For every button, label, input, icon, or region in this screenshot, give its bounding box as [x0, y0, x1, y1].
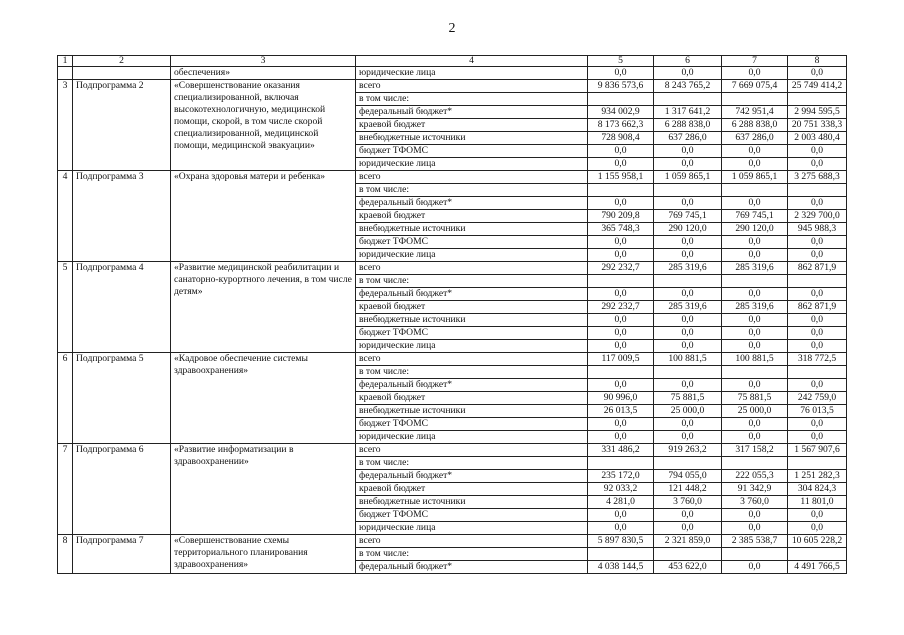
subprogram-name: Подпрограмма 2: [73, 80, 171, 171]
funding-source: всего: [356, 353, 588, 366]
amount-cell: 8 173 662,3: [588, 119, 654, 132]
amount-cell: 0,0: [588, 522, 654, 535]
amount-cell: 4 038 144,5: [588, 561, 654, 574]
subprogram-name: Подпрограмма 7: [73, 535, 171, 574]
amount-cell: 0,0: [588, 67, 654, 80]
amount-cell: 235 172,0: [588, 470, 654, 483]
subprogram-name: [73, 67, 171, 80]
amount-cell: [588, 548, 654, 561]
amount-cell: 76 013,5: [788, 405, 847, 418]
amount-cell: 0,0: [588, 197, 654, 210]
amount-cell: [788, 275, 847, 288]
amount-cell: 0,0: [788, 249, 847, 262]
funding-source: юридические лица: [356, 249, 588, 262]
amount-cell: 0,0: [654, 249, 722, 262]
column-header: 4: [356, 56, 588, 67]
amount-cell: 0,0: [788, 431, 847, 444]
funding-source: всего: [356, 444, 588, 457]
subprogram-name: Подпрограмма 6: [73, 444, 171, 535]
amount-cell: 0,0: [788, 67, 847, 80]
amount-cell: 20 751 338,3: [788, 119, 847, 132]
amount-cell: 945 988,3: [788, 223, 847, 236]
amount-cell: 0,0: [722, 561, 788, 574]
amount-cell: 1 317 641,2: [654, 106, 722, 119]
row-number: 7: [58, 444, 73, 535]
subprogram-description: обеспечения»: [171, 67, 356, 80]
funding-source: федеральный бюджет*: [356, 197, 588, 210]
funding-source: краевой бюджет: [356, 483, 588, 496]
header-row: [58, 56, 847, 67]
amount-cell: 0,0: [788, 327, 847, 340]
amount-cell: 11 801,0: [788, 496, 847, 509]
amount-cell: 2 385 538,7: [722, 535, 788, 548]
amount-cell: 0,0: [588, 314, 654, 327]
amount-cell: 0,0: [654, 379, 722, 392]
funding-source: бюджет ТФОМС: [356, 418, 588, 431]
funding-source: федеральный бюджет*: [356, 470, 588, 483]
funding-source: всего: [356, 262, 588, 275]
amount-cell: 0,0: [722, 197, 788, 210]
funding-source: краевой бюджет: [356, 392, 588, 405]
amount-cell: 769 745,1: [722, 210, 788, 223]
amount-cell: 3 760,0: [722, 496, 788, 509]
amount-cell: 100 881,5: [722, 353, 788, 366]
funding-source: федеральный бюджет*: [356, 379, 588, 392]
amount-cell: 0,0: [722, 379, 788, 392]
subprogram-name: Подпрограмма 4: [73, 262, 171, 353]
amount-cell: 304 824,3: [788, 483, 847, 496]
amount-cell: [654, 93, 722, 106]
amount-cell: 862 871,9: [788, 262, 847, 275]
amount-cell: 0,0: [588, 509, 654, 522]
amount-cell: [654, 548, 722, 561]
funding-source: в том числе:: [356, 366, 588, 379]
amount-cell: 453 622,0: [654, 561, 722, 574]
funding-source: в том числе:: [356, 548, 588, 561]
amount-cell: 0,0: [722, 249, 788, 262]
amount-cell: 0,0: [654, 67, 722, 80]
funding-source: юридические лица: [356, 340, 588, 353]
amount-cell: 292 232,7: [588, 262, 654, 275]
row-number: 4: [58, 171, 73, 262]
amount-cell: 0,0: [654, 197, 722, 210]
funding-source: всего: [356, 171, 588, 184]
amount-cell: 285 319,6: [654, 262, 722, 275]
page-number: 2: [448, 21, 456, 36]
amount-cell: [588, 275, 654, 288]
funding-source: федеральный бюджет*: [356, 561, 588, 574]
amount-cell: 5 897 830,5: [588, 535, 654, 548]
subprogram-name: Подпрограмма 3: [73, 171, 171, 262]
amount-cell: 0,0: [654, 522, 722, 535]
table-row: [58, 444, 847, 457]
amount-cell: 0,0: [722, 509, 788, 522]
amount-cell: 0,0: [588, 236, 654, 249]
funding-source: краевой бюджет: [356, 210, 588, 223]
row-number: 8: [58, 535, 73, 574]
amount-cell: [654, 184, 722, 197]
funding-source: юридические лица: [356, 431, 588, 444]
table-row: [58, 353, 847, 366]
amount-cell: 0,0: [788, 236, 847, 249]
amount-cell: 0,0: [722, 418, 788, 431]
amount-cell: 331 486,2: [588, 444, 654, 457]
funding-source: бюджет ТФОМС: [356, 509, 588, 522]
row-number: 6: [58, 353, 73, 444]
funding-source: внебюджетные источники: [356, 405, 588, 418]
amount-cell: 317 158,2: [722, 444, 788, 457]
amount-cell: 90 996,0: [588, 392, 654, 405]
amount-cell: [788, 366, 847, 379]
amount-cell: 0,0: [588, 288, 654, 301]
amount-cell: 2 003 480,4: [788, 132, 847, 145]
amount-cell: 790 209,8: [588, 210, 654, 223]
amount-cell: 3 760,0: [654, 496, 722, 509]
amount-cell: 4 281,0: [588, 496, 654, 509]
funding-source: в том числе:: [356, 93, 588, 106]
subprogram-description: «Развитие медицинской реабилитации и санаторно-курортного лечения, в том числе детям»: [171, 262, 356, 353]
amount-cell: 728 908,4: [588, 132, 654, 145]
amount-cell: 1 251 282,3: [788, 470, 847, 483]
amount-cell: 3 275 688,3: [788, 171, 847, 184]
amount-cell: 2 994 595,5: [788, 106, 847, 119]
amount-cell: 1 059 865,1: [722, 171, 788, 184]
amount-cell: 121 448,2: [654, 483, 722, 496]
amount-cell: 25 000,0: [722, 405, 788, 418]
column-header: 1: [58, 56, 73, 67]
amount-cell: 0,0: [654, 158, 722, 171]
amount-cell: [722, 457, 788, 470]
amount-cell: [722, 548, 788, 561]
amount-cell: 862 871,9: [788, 301, 847, 314]
amount-cell: 0,0: [722, 314, 788, 327]
subprogram-description: «Совершенствование схемы территориального планирования здравоохранения»: [171, 535, 356, 574]
amount-cell: 0,0: [722, 431, 788, 444]
budget-table: [57, 55, 847, 574]
funding-source: бюджет ТФОМС: [356, 236, 588, 249]
funding-source: внебюджетные источники: [356, 132, 588, 145]
amount-cell: [722, 93, 788, 106]
funding-source: внебюджетные источники: [356, 496, 588, 509]
amount-cell: 222 055,3: [722, 470, 788, 483]
amount-cell: 637 286,0: [654, 132, 722, 145]
funding-source: бюджет ТФОМС: [356, 327, 588, 340]
amount-cell: 0,0: [788, 522, 847, 535]
amount-cell: 637 286,0: [722, 132, 788, 145]
funding-source: краевой бюджет: [356, 301, 588, 314]
amount-cell: 0,0: [788, 509, 847, 522]
amount-cell: 25 749 414,2: [788, 80, 847, 93]
row-number: 3: [58, 80, 73, 171]
funding-source: юридические лица: [356, 522, 588, 535]
amount-cell: 0,0: [788, 314, 847, 327]
amount-cell: 25 000,0: [654, 405, 722, 418]
amount-cell: [788, 457, 847, 470]
subprogram-description: «Развитие информатизации в здравоохранении»: [171, 444, 356, 535]
amount-cell: 10 605 228,2: [788, 535, 847, 548]
column-header: 5: [588, 56, 654, 67]
amount-cell: 0,0: [654, 418, 722, 431]
amount-cell: 0,0: [788, 145, 847, 158]
row-number: 5: [58, 262, 73, 353]
amount-cell: [654, 275, 722, 288]
subprogram-description: «Охрана здоровья матери и ребенка»: [171, 171, 356, 262]
amount-cell: 75 881,5: [722, 392, 788, 405]
column-header: 7: [722, 56, 788, 67]
amount-cell: 2 329 700,0: [788, 210, 847, 223]
amount-cell: [588, 93, 654, 106]
amount-cell: 7 669 075,4: [722, 80, 788, 93]
amount-cell: 290 120,0: [722, 223, 788, 236]
amount-cell: 4 491 766,5: [788, 561, 847, 574]
amount-cell: 26 013,5: [588, 405, 654, 418]
amount-cell: 794 055,0: [654, 470, 722, 483]
amount-cell: 934 002,9: [588, 106, 654, 119]
column-header: 6: [654, 56, 722, 67]
amount-cell: 6 288 838,0: [722, 119, 788, 132]
amount-cell: 919 263,2: [654, 444, 722, 457]
amount-cell: 0,0: [654, 288, 722, 301]
table-body: [58, 67, 847, 574]
amount-cell: 0,0: [588, 249, 654, 262]
amount-cell: [722, 275, 788, 288]
amount-cell: 0,0: [588, 158, 654, 171]
amount-cell: 318 772,5: [788, 353, 847, 366]
funding-source: всего: [356, 535, 588, 548]
funding-source: юридические лица: [356, 158, 588, 171]
amount-cell: [654, 366, 722, 379]
table-row: [58, 535, 847, 548]
funding-source: федеральный бюджет*: [356, 288, 588, 301]
table-row: [58, 171, 847, 184]
amount-cell: 0,0: [654, 145, 722, 158]
amount-cell: 0,0: [588, 379, 654, 392]
amount-cell: [654, 457, 722, 470]
amount-cell: [588, 366, 654, 379]
amount-cell: 285 319,6: [654, 301, 722, 314]
funding-source: внебюджетные источники: [356, 314, 588, 327]
amount-cell: 0,0: [588, 431, 654, 444]
amount-cell: 0,0: [722, 288, 788, 301]
amount-cell: 365 748,3: [588, 223, 654, 236]
funding-source: федеральный бюджет*: [356, 106, 588, 119]
amount-cell: 0,0: [654, 314, 722, 327]
funding-source: в том числе:: [356, 184, 588, 197]
subprogram-description: «Совершенствование оказания специализированной, включая высокотехнологичную, медицинской помощи, скорой, в том числе скорой специализированной, медицинской помощи, медицинской эвакуации»: [171, 80, 356, 171]
row-number: [58, 67, 73, 80]
amount-cell: 0,0: [788, 158, 847, 171]
table-row: [58, 67, 847, 80]
amount-cell: 0,0: [722, 145, 788, 158]
funding-source: в том числе:: [356, 457, 588, 470]
amount-cell: 0,0: [654, 509, 722, 522]
funding-source: краевой бюджет: [356, 119, 588, 132]
amount-cell: 0,0: [788, 288, 847, 301]
amount-cell: 0,0: [788, 418, 847, 431]
amount-cell: 0,0: [588, 145, 654, 158]
column-header: 8: [788, 56, 847, 67]
amount-cell: 1 059 865,1: [654, 171, 722, 184]
amount-cell: 285 319,6: [722, 301, 788, 314]
amount-cell: 100 881,5: [654, 353, 722, 366]
amount-cell: 0,0: [722, 236, 788, 249]
amount-cell: 0,0: [654, 431, 722, 444]
amount-cell: [722, 366, 788, 379]
amount-cell: 0,0: [588, 418, 654, 431]
table-row: [58, 262, 847, 275]
amount-cell: 0,0: [588, 340, 654, 353]
amount-cell: 242 759,0: [788, 392, 847, 405]
amount-cell: 6 288 838,0: [654, 119, 722, 132]
amount-cell: 1 155 958,1: [588, 171, 654, 184]
funding-source: в том числе:: [356, 275, 588, 288]
subprogram-name: Подпрограмма 5: [73, 353, 171, 444]
amount-cell: 1 567 907,6: [788, 444, 847, 457]
amount-cell: 0,0: [588, 327, 654, 340]
funding-source: бюджет ТФОМС: [356, 145, 588, 158]
amount-cell: [788, 548, 847, 561]
amount-cell: 75 881,5: [654, 392, 722, 405]
amount-cell: 0,0: [722, 522, 788, 535]
amount-cell: 0,0: [654, 327, 722, 340]
amount-cell: [588, 457, 654, 470]
amount-cell: 92 033,2: [588, 483, 654, 496]
amount-cell: 0,0: [654, 340, 722, 353]
column-header: 2: [73, 56, 171, 67]
amount-cell: 292 232,7: [588, 301, 654, 314]
amount-cell: 0,0: [722, 327, 788, 340]
amount-cell: 0,0: [788, 379, 847, 392]
amount-cell: 0,0: [722, 67, 788, 80]
amount-cell: 290 120,0: [654, 223, 722, 236]
amount-cell: [788, 93, 847, 106]
funding-source: внебюджетные источники: [356, 223, 588, 236]
amount-cell: 0,0: [654, 236, 722, 249]
amount-cell: [588, 184, 654, 197]
amount-cell: 0,0: [788, 197, 847, 210]
amount-cell: [788, 184, 847, 197]
amount-cell: [722, 184, 788, 197]
table-row: [58, 80, 847, 93]
amount-cell: 9 836 573,6: [588, 80, 654, 93]
funding-source: юридические лица: [356, 67, 588, 80]
amount-cell: 0,0: [722, 340, 788, 353]
amount-cell: 0,0: [788, 340, 847, 353]
amount-cell: 117 009,5: [588, 353, 654, 366]
amount-cell: 91 342,9: [722, 483, 788, 496]
amount-cell: 285 319,6: [722, 262, 788, 275]
column-header: 3: [171, 56, 356, 67]
amount-cell: 769 745,1: [654, 210, 722, 223]
funding-source: всего: [356, 80, 588, 93]
amount-cell: 8 243 765,2: [654, 80, 722, 93]
amount-cell: 0,0: [722, 158, 788, 171]
amount-cell: 742 951,4: [722, 106, 788, 119]
amount-cell: 2 321 859,0: [654, 535, 722, 548]
subprogram-description: «Кадровое обеспечение системы здравоохранения»: [171, 353, 356, 444]
